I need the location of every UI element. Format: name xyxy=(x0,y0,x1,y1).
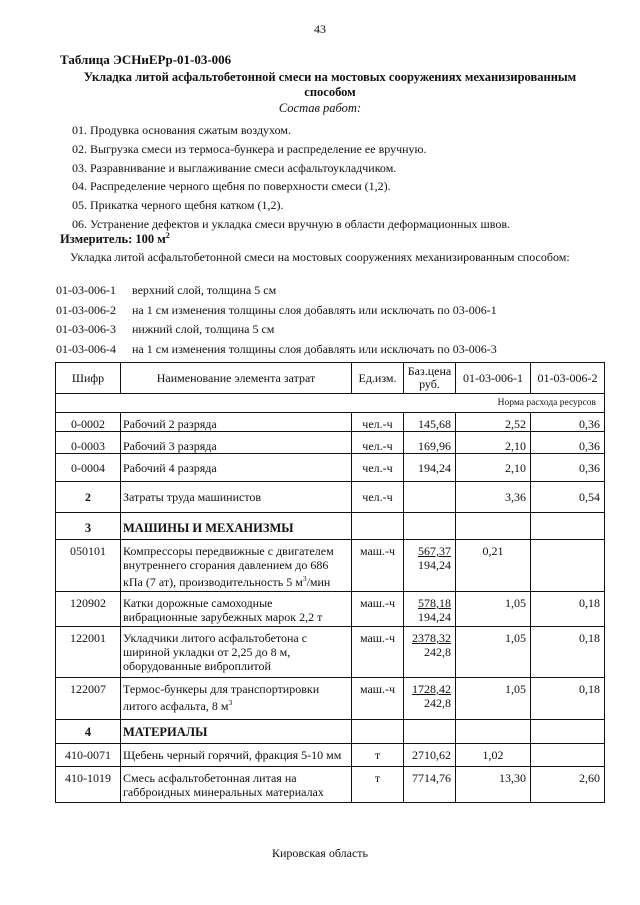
cell-unit: чел.-ч xyxy=(352,413,404,432)
code-item xyxy=(56,301,497,321)
resource-table xyxy=(55,362,605,803)
cell-code: 122007 xyxy=(56,678,121,720)
description: Укладка литой асфальтобетонной смеси на мостовых сооружениях механизированным способом: xyxy=(70,250,570,264)
code-id: 01-03-006-4 xyxy=(56,341,116,356)
cell-name xyxy=(121,678,352,720)
cell-price xyxy=(404,482,456,513)
cell-name-sup: 3 xyxy=(302,574,307,583)
cell-price: 145,68 xyxy=(404,413,456,432)
cell-price: 7714,76 xyxy=(404,767,456,803)
price-top: 2378,32 xyxy=(412,631,451,645)
code-text: на 1 см изменения толщины слоя добавлять или исключать по 03-006-3 xyxy=(132,341,497,356)
table-row xyxy=(56,744,605,767)
cell-price: 2710,62 xyxy=(404,744,456,767)
section-code: 3 xyxy=(56,513,121,540)
header-price xyxy=(404,363,456,394)
cell-v2: 0,36 xyxy=(531,432,605,454)
price-top: 1728,42 xyxy=(412,682,451,696)
cell-v2: 0,18 xyxy=(531,627,605,678)
cell-empty xyxy=(531,720,605,744)
cell-v1: 13,30 xyxy=(456,767,531,803)
cell-unit: маш.-ч xyxy=(352,592,404,627)
cell-empty xyxy=(531,513,605,540)
header-col2: 01-03-006-2 xyxy=(531,363,605,394)
header-col1: 01-03-006-1 xyxy=(456,363,531,394)
table-row xyxy=(56,413,605,432)
cell-v1: 2,10 xyxy=(456,454,531,482)
table-row xyxy=(56,592,605,627)
work-item: 03. Разравнивание и выглаживание смеси асфальтоукладчиком. xyxy=(72,160,397,175)
header-name: Наименование элемента затрат xyxy=(121,363,352,394)
code-text: нижний слой, толщина 5 см xyxy=(132,322,275,337)
section-row-materials xyxy=(56,720,605,744)
cell-code: 122001 xyxy=(56,627,121,678)
section-title: МАШИНЫ И МЕХАНИЗМЫ xyxy=(121,513,352,540)
cell-unit: т xyxy=(352,744,404,767)
cell-code: 410-1019 xyxy=(56,767,121,803)
page-number: 43 xyxy=(314,22,326,36)
section-row-machines xyxy=(56,513,605,540)
cell-name: Рабочий 4 разряда xyxy=(121,454,352,482)
work-item: 06. Устранение дефектов и укладка смеси вручную в области деформационных швов. xyxy=(72,216,511,231)
cell-v2: 0,18 xyxy=(531,678,605,720)
cell-v1: 0,21 xyxy=(456,540,531,592)
cell-v1: 1,02 xyxy=(456,744,531,767)
cell-v1: 1,05 xyxy=(456,678,531,720)
cell-empty xyxy=(404,513,456,540)
price-top: 578,18 xyxy=(418,596,451,610)
norm-row xyxy=(56,394,605,413)
cell-empty xyxy=(456,720,531,744)
cell-code: 0-0003 xyxy=(56,432,121,454)
cell-empty xyxy=(352,720,404,744)
header-price-line1: Баз.цена xyxy=(407,364,452,378)
price-bottom: 242,8 xyxy=(424,696,451,710)
cell-unit: чел.-ч xyxy=(352,432,404,454)
price-bottom: 242,8 xyxy=(424,645,451,659)
cell-name xyxy=(121,592,352,627)
code-id: 01-03-006-1 xyxy=(56,283,116,297)
cell-name: Рабочий 2 разряда xyxy=(121,413,352,432)
meter-label: Измеритель: 100 м xyxy=(60,232,166,247)
section-title: МАТЕРИАЛЫ xyxy=(121,720,352,744)
cell-v2 xyxy=(531,540,605,592)
cell-price xyxy=(404,540,456,592)
cell-name-text: Термос-бункеры для транспортировки литого асфальта, 8 м xyxy=(123,682,320,713)
cell-name: Смесь асфальтобетонная литая на габброидных минеральных материалах xyxy=(121,767,352,803)
cell-empty xyxy=(352,513,404,540)
code-text: на 1 см изменения толщины слоя добавлять или исключать по 03-006-1 xyxy=(132,302,497,317)
cell-empty xyxy=(456,513,531,540)
works-list xyxy=(72,121,510,234)
cell-unit: маш.-ч xyxy=(352,540,404,592)
cell-unit: маш.-ч xyxy=(352,627,404,678)
price-bottom: 194,24 xyxy=(418,558,451,572)
cell-v2: 2,60 xyxy=(531,767,605,803)
cell-name-sup: 3 xyxy=(228,698,233,707)
code-text: верхний слой, толщина 5 см xyxy=(132,283,277,297)
code-id: 01-03-006-3 xyxy=(56,322,116,337)
document-title: Укладка литой асфальтобетонной смеси на мостовых сооружениях механизированным способом xyxy=(83,70,577,99)
cell-name-text: Компрессоры передвижные с двигателем внутреннего сгорания давлением до 686 кПа (7 ат), производительность 5 м xyxy=(123,544,334,589)
price-bottom: 194,24 xyxy=(418,610,451,624)
cell-name-text: Укладчики литого асфальтобетона с шириной укладки от 2,25 до 8 м, оборудованные виброплитой xyxy=(123,631,308,673)
footer-region: Кировская область xyxy=(271,846,368,860)
meter xyxy=(60,231,170,247)
codes-list xyxy=(56,281,497,359)
work-item: 05. Прикатка черного щебня катком (1,2). xyxy=(72,198,284,213)
cell-code: 0-0002 xyxy=(56,413,121,432)
cell-price: 194,24 xyxy=(404,454,456,482)
cell-v2: 0,36 xyxy=(531,454,605,482)
code-item xyxy=(56,320,497,340)
cell-name: Затраты труда машинистов xyxy=(121,482,352,513)
norm-label: Норма расхода ресурсов xyxy=(56,394,605,413)
table-row xyxy=(56,432,605,454)
cell-empty xyxy=(404,720,456,744)
cell-v2: 0,18 xyxy=(531,592,605,627)
cell-code: 410-0071 xyxy=(56,744,121,767)
cell-code: 0-0004 xyxy=(56,454,121,482)
cell-name xyxy=(121,627,352,678)
header-unit: Ед.изм. xyxy=(352,363,404,394)
cell-unit: чел.-ч xyxy=(352,482,404,513)
cell-name: Щебень черный горячий, фракция 5-10 мм xyxy=(121,744,352,767)
table-row xyxy=(56,767,605,803)
cell-price xyxy=(404,592,456,627)
cell-v1: 1,05 xyxy=(456,627,531,678)
cell-v1: 2,52 xyxy=(456,413,531,432)
table-header-row xyxy=(56,363,605,394)
table-id: Таблица ЭСНиЕРр-01-03-006 xyxy=(60,52,232,67)
cell-name xyxy=(121,540,352,592)
cell-code: 2 xyxy=(56,482,121,513)
cell-v1: 1,05 xyxy=(456,592,531,627)
machinist-row xyxy=(56,482,605,513)
cell-name-text: Катки дорожные самоходные вибрационные зарубежных марок 2,2 т xyxy=(123,596,323,624)
cell-name: Рабочий 3 разряда xyxy=(121,432,352,454)
header-price-line2: руб. xyxy=(419,377,440,391)
cell-v2: 0,54 xyxy=(531,482,605,513)
cell-v1: 3,36 xyxy=(456,482,531,513)
cell-price xyxy=(404,627,456,678)
code-id: 01-03-006-2 xyxy=(56,302,116,317)
works-subtitle: Состав работ: xyxy=(278,101,362,115)
work-item: 04. Распределение черного щебня по поверхности смеси (1,2). xyxy=(72,179,391,194)
code-item xyxy=(56,281,497,301)
meter-sup: 2 xyxy=(165,231,170,240)
cell-price: 169,96 xyxy=(404,432,456,454)
cell-code: 120902 xyxy=(56,592,121,627)
table-row xyxy=(56,540,605,592)
cell-price xyxy=(404,678,456,720)
cell-unit: маш.-ч xyxy=(352,678,404,720)
cell-name-tail: /мин xyxy=(306,575,331,589)
table-row xyxy=(56,678,605,720)
header-code: Шифр xyxy=(56,363,121,394)
work-item: 01. Продувка основания сжатым воздухом. xyxy=(72,123,291,137)
cell-v1: 2,10 xyxy=(456,432,531,454)
cell-v2: 0,36 xyxy=(531,413,605,432)
cell-unit: т xyxy=(352,767,404,803)
work-item: 02. Выгрузка смеси из термоса-бункера и распределение ее вручную. xyxy=(72,141,427,156)
cell-unit: чел.-ч xyxy=(352,454,404,482)
table-row xyxy=(56,454,605,482)
section-code: 4 xyxy=(56,720,121,744)
code-item xyxy=(56,340,497,360)
cell-code: 050101 xyxy=(56,540,121,592)
cell-v2 xyxy=(531,744,605,767)
table-row xyxy=(56,627,605,678)
price-top: 567,37 xyxy=(418,544,451,558)
